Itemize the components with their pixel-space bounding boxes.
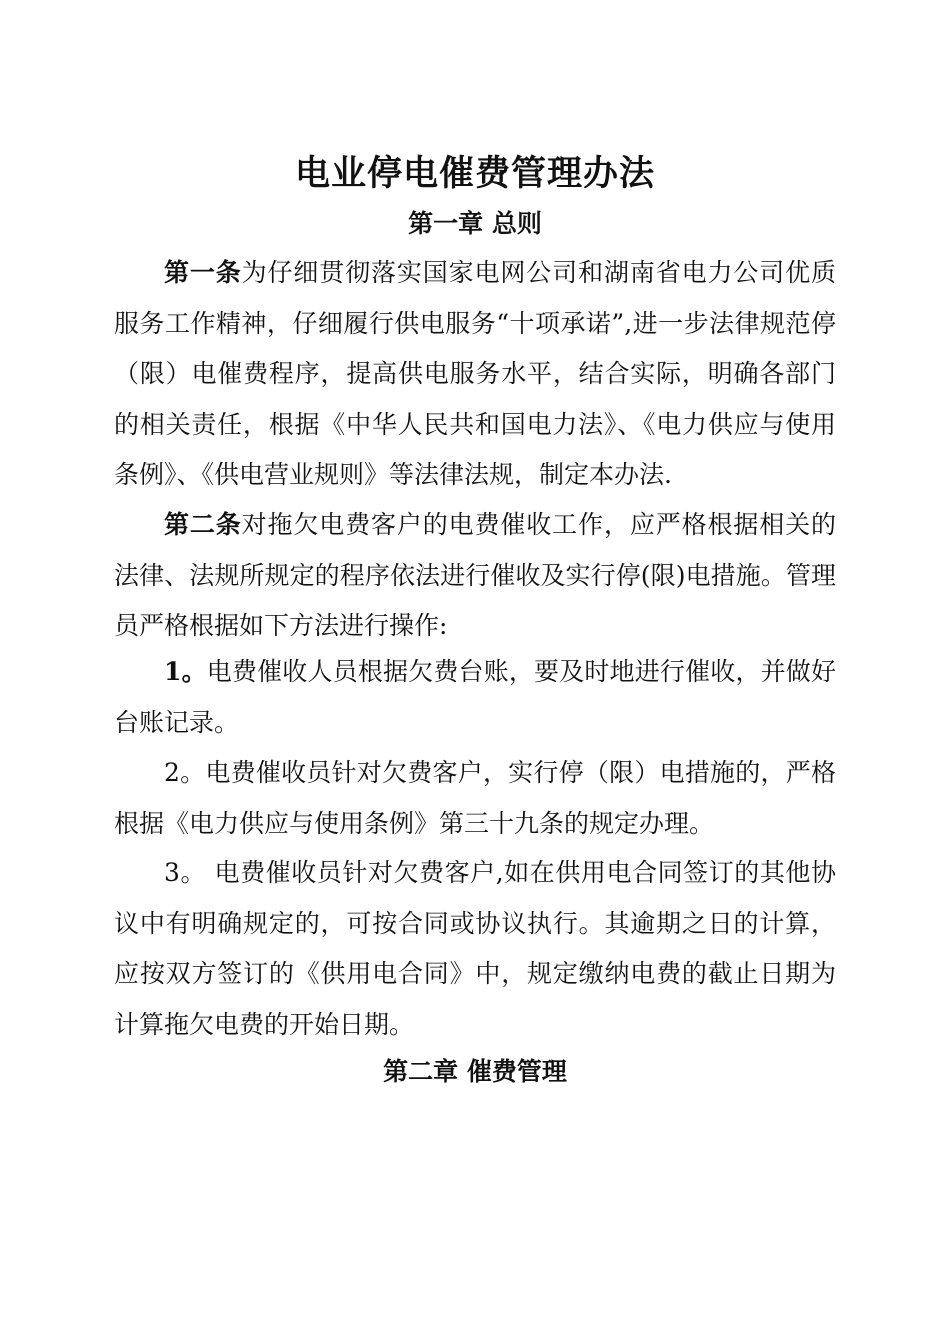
- item-3-paragraph: 3。 电费催收员针对欠费客户,如在供用电合同签订的其他协议中有明确规定的，可按合同或协议执行。其逾期之日的计算，应按双方签订的《供用电合同》中，规定缴纳电费的截止日期为计算拖欠电费的开始日期。: [114, 858, 836, 1039]
- item-1-text: 电费催收人员根据欠费台账，要及时地进行催收，并做好台账记录。: [114, 657, 836, 737]
- article-2-lead: 第二条: [164, 510, 242, 539]
- chapter-heading-fee-collection: 第二章 催费管理: [383, 1057, 567, 1086]
- item-2-paragraph: 2。电费催收员针对欠费客户，实行停（限）电措施的，严格根据《电力供应与使用条例》第三十九条的规定办理。: [114, 758, 836, 838]
- item-1-paragraph: [114, 647, 836, 748]
- item-1-lead: 1。: [164, 657, 207, 686]
- article-2-paragraph: [114, 500, 836, 652]
- chapter-heading-general: 第一章 总则: [408, 209, 542, 238]
- article-2-text: 对拖欠电费客户的电费催收工作，应严格根据相关的法律、法规所规定的程序依法进行催收及实行停(限)电措施。管理员严格根据如下方法进行操作:: [114, 510, 836, 640]
- article-1-paragraph: [114, 248, 836, 501]
- article-1-text: 为仔细贯彻落实国家电网公司和湖南省电力公司优质服务工作精神，仔细履行供电服务“十项承诺”,进一步法律规范停（限）电催费程序，提高供电服务水平，结合实际，明确各部门的相关责任，根据《中华人民共和国电力法》、《电力供应与使用条例》、《供电营业规则》等法律法规，制定本办法.: [114, 258, 836, 489]
- article-1-lead: 第一条: [164, 258, 242, 287]
- document-title: 电业停电催费管理办法: [294, 153, 655, 194]
